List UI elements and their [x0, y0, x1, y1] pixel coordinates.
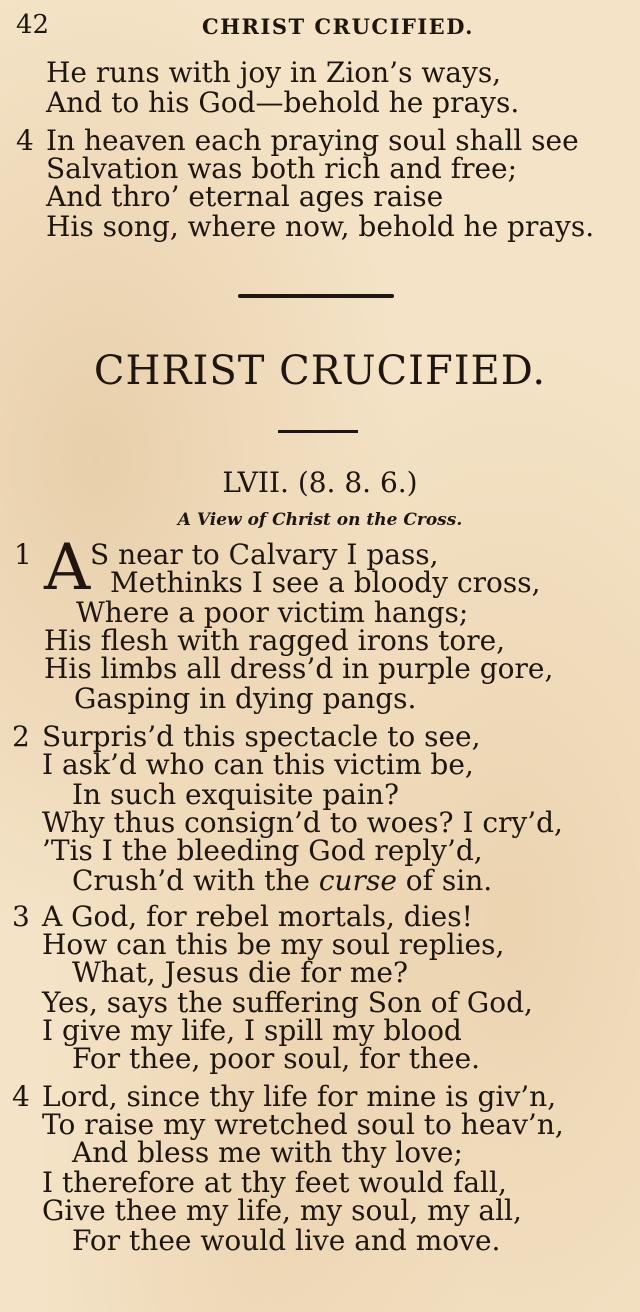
verse-line: S near to Calvary I pass,	[90, 538, 439, 571]
verse-line: I give my life, I spill my blood	[42, 1014, 462, 1047]
verse-line: A God, for rebel mortals, dies!	[42, 900, 473, 933]
verse-line: Salvation was both rich and free;	[46, 152, 518, 185]
hymn-heading	[0, 466, 640, 499]
verse-line: In heaven each praying soul shall see	[46, 124, 579, 157]
title-divider	[278, 430, 358, 433]
verse-line: He runs with joy in Zion’s ways,	[46, 56, 502, 89]
verse-line: Why thus consign’d to woes? I cry’d,	[42, 806, 563, 839]
stanza-number: 1	[14, 538, 32, 571]
stanza-number: 2	[12, 720, 30, 753]
verse-text: Crush’d with the	[72, 864, 310, 897]
verse-line: For thee would live and move.	[72, 1224, 501, 1257]
verse-line: For thee, poor soul, for thee.	[72, 1042, 481, 1075]
verse-line: And thro’ eternal ages raise	[46, 180, 444, 213]
running-title: CHRIST CRUCIFIED.	[202, 14, 474, 39]
verse-line: Lord, since thy life for mine is giv’n,	[42, 1080, 557, 1113]
italic-word: curse	[318, 864, 397, 897]
verse-line: How can this be my soul replies,	[42, 928, 505, 961]
section-title: CHRIST CRUCIFIED.	[93, 348, 547, 394]
stanza-number: 4	[12, 1080, 30, 1113]
verse-line	[72, 866, 492, 896]
verse-line: His song, where now, behold he prays.	[46, 210, 595, 243]
page-number: 42	[16, 10, 50, 40]
hymn-number: LVII.	[222, 466, 289, 499]
verse-line: ’Tis I the bleeding God reply’d,	[42, 834, 483, 867]
verse-line: I ask’d who can this victim be,	[42, 748, 474, 781]
verse-line: And to his God—behold he prays.	[46, 86, 520, 119]
stanza-number: 4	[16, 124, 34, 157]
drop-capital: A	[44, 531, 91, 605]
verse-text: of sin.	[405, 864, 493, 897]
verse-line: Where a poor victim hangs;	[76, 596, 469, 629]
verse-line: His limbs all dress’d in purple gore,	[44, 652, 554, 685]
verse-line: His flesh with ragged irons tore,	[44, 624, 506, 657]
verse-line: To raise my wretched soul to heav’n,	[42, 1108, 564, 1141]
stanza-number: 3	[12, 900, 30, 933]
verse-line: Yes, says the suffering Son of God,	[42, 986, 533, 1019]
verse-line: And bless me with thy love;	[72, 1136, 463, 1169]
verse-line: Surpris’d this spectacle to see,	[42, 720, 481, 753]
verse-line: Methinks I see a bloody cross,	[110, 566, 541, 599]
verse-line: In such exquisite pain?	[72, 778, 399, 811]
page-header	[16, 10, 624, 46]
hymn-subtitle: A View of Christ on the Cross.	[177, 510, 463, 530]
section-divider	[238, 294, 394, 298]
verse-line: What, Jesus die for me?	[72, 956, 409, 989]
hymn-meter: (8. 8. 6.)	[297, 466, 418, 499]
verse-line: Gasping in dying pangs.	[74, 682, 417, 715]
verse-line: I therefore at thy feet would fall,	[42, 1166, 507, 1199]
verse-line: Give thee my life, my soul, my all,	[42, 1194, 522, 1227]
